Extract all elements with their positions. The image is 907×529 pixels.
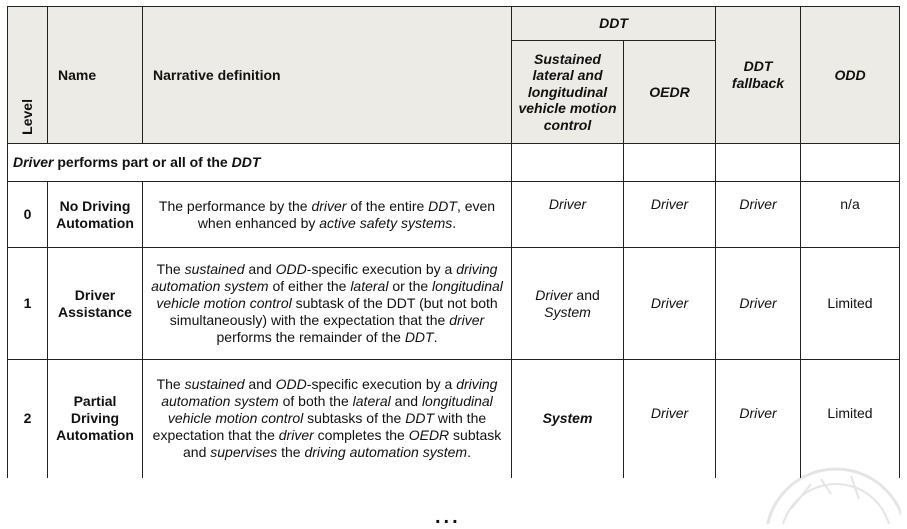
fallback-level-1: Driver: [716, 248, 801, 360]
fallback-level-0: Driver: [716, 182, 801, 248]
level-1: 1: [8, 248, 48, 360]
fallback-header: DDT fallback: [716, 7, 801, 144]
sae-levels-table: [7, 6, 900, 478]
section-row: [8, 144, 900, 182]
name-level-2: Partial Driving Automation: [48, 360, 143, 478]
level-2: 2: [8, 360, 48, 478]
odd-level-0: n/a: [801, 182, 900, 248]
fallback-level-2: Driver: [716, 360, 801, 478]
oedr-level-0: Driver: [624, 182, 716, 248]
name-level-0: No Driving Automation: [48, 182, 143, 248]
header-row-top: [8, 7, 900, 41]
table-row: [8, 248, 900, 360]
section-label: Driver performs part or all of the DDT: [8, 144, 512, 182]
continuation-ellipsis: ...: [435, 506, 461, 528]
table-row: [8, 360, 900, 478]
narrative-level-2: The sustained and ODD-specific execution by a driving automation system of both the lateral and longitudinal vehicle motion control subtasks of the DDT with the expectation that the driver completes the OEDR subtask and supervises the driving automation system.: [143, 360, 512, 478]
name-level-1: Driver Assistance: [48, 248, 143, 360]
name-header: Name: [48, 7, 143, 144]
sustained-level-1: Driver and System: [512, 248, 624, 360]
narrative-level-1: The sustained and ODD-specific execution by a driving automation system of either the lateral or the longitudinal vehicle motion control subtask of the DDT (but not both simultaneously) with the expectation that the driver performs the remainder of the DDT.: [143, 248, 512, 360]
oedr-level-1: Driver: [624, 248, 716, 360]
oedr-level-2: Driver: [624, 360, 716, 478]
level-0: 0: [8, 182, 48, 248]
sustained-level-2: System: [512, 360, 624, 478]
oedr-header: OEDR: [624, 41, 716, 144]
sustained-control-header: Sustained lateral and longitudinal vehicle motion control: [512, 41, 624, 144]
level-header: Level: [8, 7, 48, 144]
odd-level-2: Limited: [801, 360, 900, 478]
odd-header: ODD: [801, 7, 900, 144]
narrative-level-0: The performance by the driver of the entire DDT, even when enhanced by active safety systems.: [143, 182, 512, 248]
table-row: [8, 182, 900, 248]
ddt-header: DDT: [512, 7, 716, 41]
watermark-seal-icon: [751, 464, 901, 524]
sustained-level-0: Driver: [512, 182, 624, 248]
narrative-header: Narrative definition: [143, 7, 512, 144]
odd-level-1: Limited: [801, 248, 900, 360]
